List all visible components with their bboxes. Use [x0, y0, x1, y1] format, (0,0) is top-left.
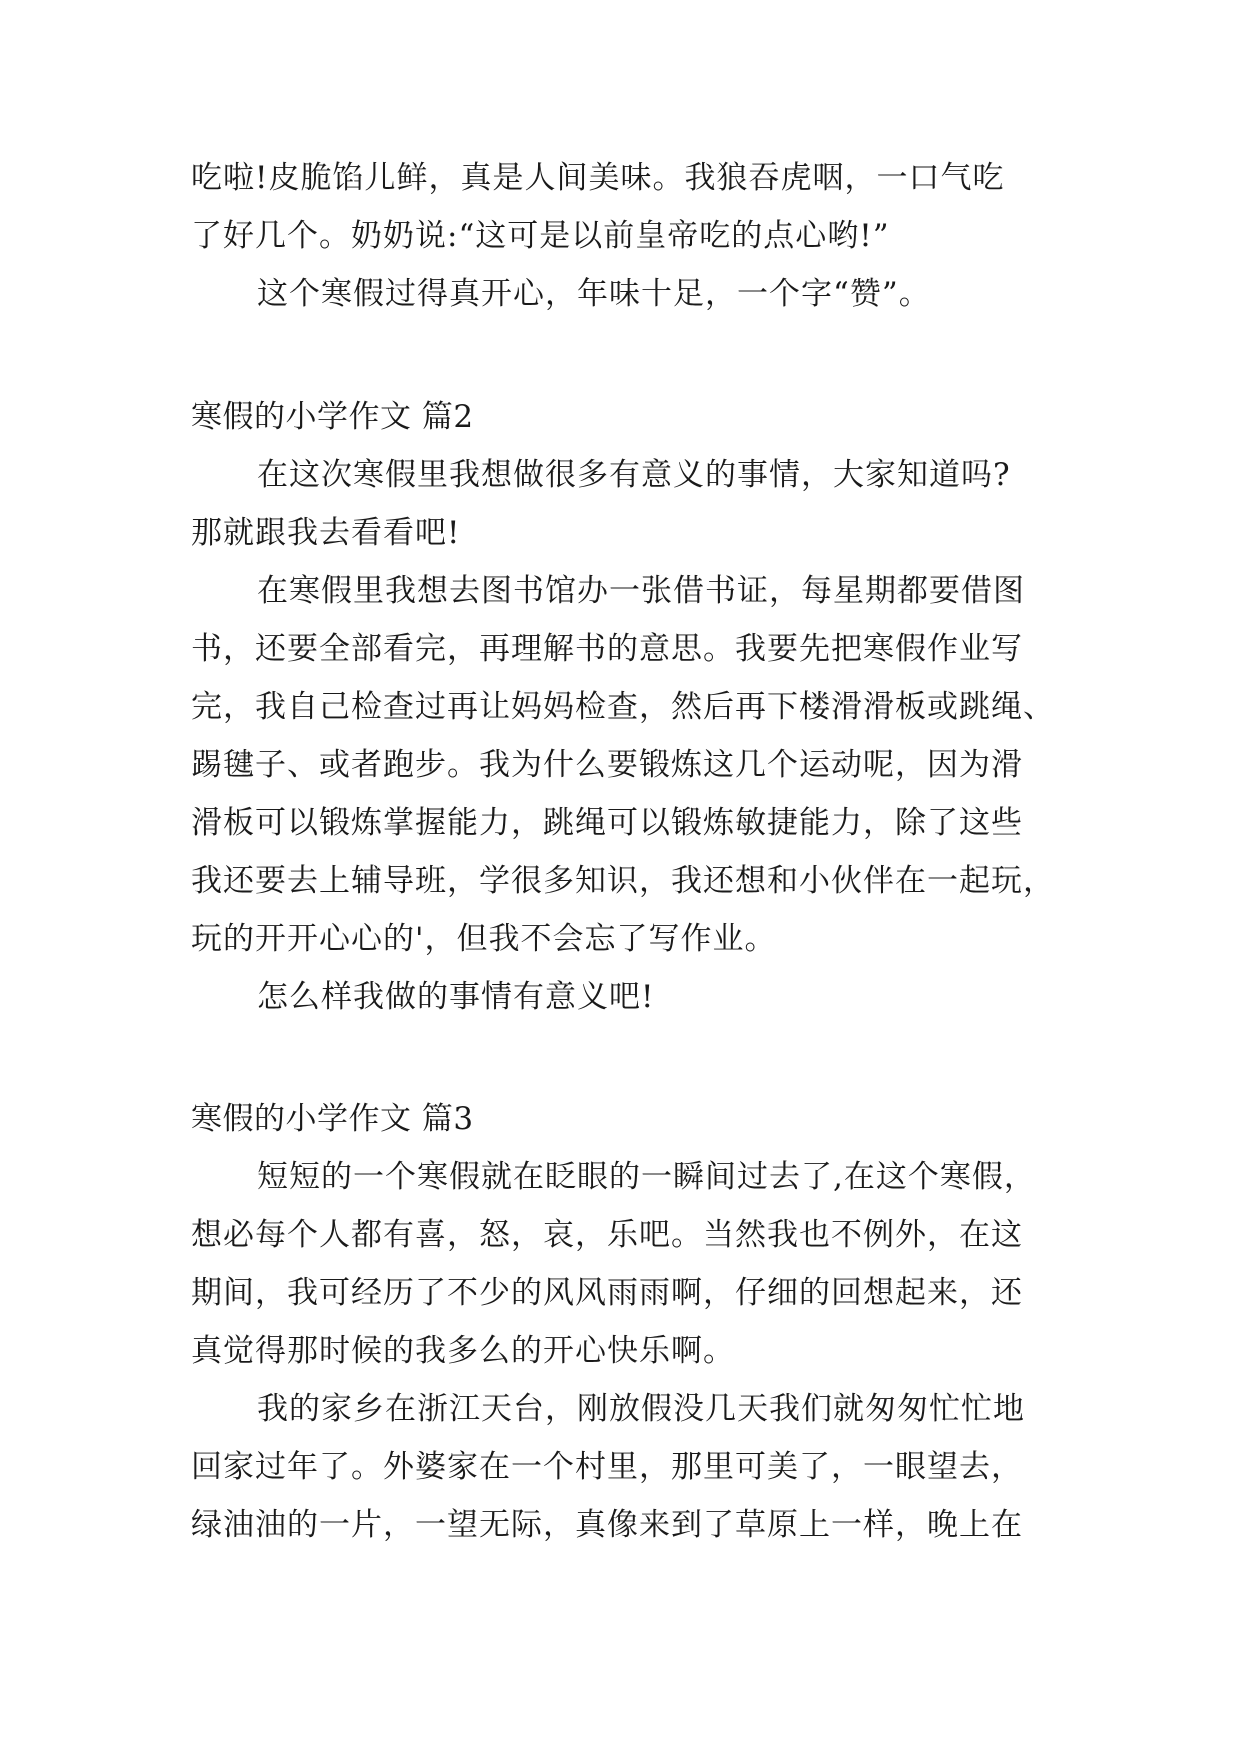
paragraph-line: 绿油油的一片，一望无际，真像来到了草原上一样，晚上在: [191, 1507, 1023, 1543]
paragraph-line: 滑板可以锻炼掌握能力，跳绳可以锻炼敏捷能力，除了这些: [191, 805, 1023, 841]
paragraph-line: 踢毽子、或者跑步。我为什么要锻炼这几个运动呢，因为滑: [191, 747, 1023, 783]
paragraph-line: 在寒假里我想去图书馆办一张借书证，每星期都要借图: [257, 573, 1025, 609]
paragraph-line: 想必每个人都有喜，怒，哀，乐吧。当然我也不例外，在这: [191, 1217, 1023, 1253]
paragraph-line: 在这次寒假里我想做很多有意义的事情，大家知道吗?: [257, 457, 1011, 493]
paragraph-line: 书，还要全部看完，再理解书的意思。我要先把寒假作业写: [191, 631, 1023, 667]
paragraph-line: 期间，我可经历了不少的风风雨雨啊，仔细的回想起来，还: [191, 1275, 1023, 1311]
paragraph-line: 怎么样我做的事情有意义吧!: [257, 979, 655, 1015]
paragraph-line: 回家过年了。外婆家在一个村里，那里可美了，一眼望去，: [191, 1449, 1023, 1485]
paragraph-line: 了好几个。奶奶说:“这可是以前皇帝吃的点心哟!”: [191, 218, 890, 254]
paragraph-line: 玩的开开心心的'，但我不会忘了写作业。: [191, 921, 777, 957]
paragraph-line: 短短的一个寒假就在眨眼的一瞬间过去了,在这个寒假，: [257, 1159, 1036, 1195]
paragraph-line: 这个寒假过得真开心，年味十足，一个字“赞”。: [257, 276, 931, 312]
paragraph-line: 吃啦!皮脆馅儿鲜，真是人间美味。我狼吞虎咽，一口气吃: [191, 160, 1005, 196]
paragraph-line: 真觉得那时候的我多么的开心快乐啊。: [191, 1333, 735, 1369]
paragraph-line: 完，我自己检查过再让妈妈检查，然后再下楼滑滑板或跳绳、: [191, 689, 1055, 725]
paragraph-line: 那就跟我去看看吧!: [191, 515, 461, 551]
section-3-title: 寒假的小学作文 篇3: [191, 1101, 474, 1137]
paragraph-line: 我还要去上辅导班，学很多知识，我还想和小伙伴在一起玩，: [191, 863, 1055, 899]
section-2-title: 寒假的小学作文 篇2: [191, 399, 474, 435]
paragraph-line: 我的家乡在浙江天台，刚放假没几天我们就匆匆忙忙地: [257, 1391, 1025, 1427]
